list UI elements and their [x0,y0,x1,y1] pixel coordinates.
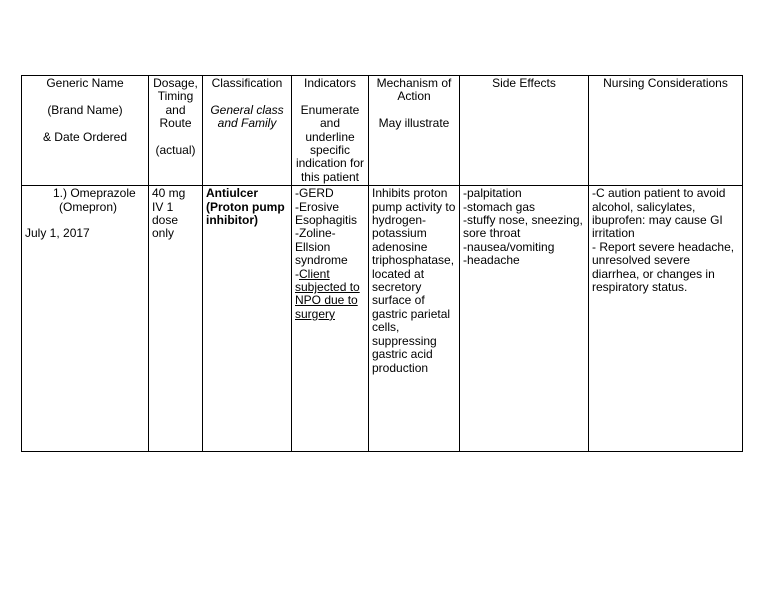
header-generic-title: Generic Name [46,76,124,90]
header-generic-name [22,76,149,186]
nursing-item: - Report severe headache, unresolved severe diarrhea, or changes in respiratory status. [592,239,735,295]
cell-dosage: 40 mg IV 1 dose only [149,186,203,452]
header-nursing: Nursing Considerations [589,76,743,186]
header-dosage [149,76,203,186]
header-mechanism [369,76,460,186]
header-brand-name: (Brand Name) [47,102,123,117]
indicator-specific-prefix: - [295,266,299,281]
cell-generic-name [22,186,149,452]
side-effect-item: -nausea/vomiting [463,239,555,254]
cell-classification: Antiulcer (Proton pump inhibitor) [203,186,292,452]
indicator-item: -Erosive Esophagitis [295,199,358,228]
side-effect-item: -stomach gas [463,199,536,214]
header-classification [203,76,292,186]
nursing-item: -C aution patient to avoid alcohol, salicylates, ibuprofen: may cause GI irritation [592,186,726,241]
header-mechanism-hint: May illustrate [378,116,450,131]
cell-mechanism: Inhibits proton pump activity to hydrogen-potassium adenosine triphosphatase, located at secretory surface of gastric parietal cells, suppressing gastric acid production [369,186,460,452]
header-indicators-title: Indicators [303,76,357,90]
header-classification-title: Classification [211,76,283,90]
side-effect-item: -headache [463,253,520,268]
header-dosage-title: Dosage, Timing and Route [153,76,198,131]
table-row [22,186,743,452]
cell-nursing [589,186,743,452]
header-classification-hint: General class and Family [210,102,284,131]
side-effect-item: -palpitation [463,186,522,201]
cell-side-effects [460,186,589,452]
generic-name: 1.) Omeprazole [53,186,136,201]
header-row [22,76,743,186]
header-mechanism-title: Mechanism of Action [376,76,452,104]
brand-name: (Omepron) [59,199,118,214]
date-ordered: July 1, 2017 [25,226,90,241]
indicator-item: -GERD [295,186,334,201]
side-effect-item: -stuffy nose, sneezing, sore throat [463,213,583,241]
indicator-specific [295,268,365,322]
cell-indicators [292,186,369,452]
header-indicators-hint: Enumerate and underline specific indication for this patient [295,102,365,184]
indicator-specific-text: Client subjected to NPO due to surgery [295,266,360,321]
header-dosage-actual: (actual) [155,143,196,158]
drug-study-table [21,75,743,452]
header-date-ordered: & Date Ordered [42,129,128,144]
header-side-effects: Side Effects [460,76,589,186]
header-indicators [292,76,369,186]
indicator-item: -Zoline-Ellsion syndrome [295,226,348,268]
